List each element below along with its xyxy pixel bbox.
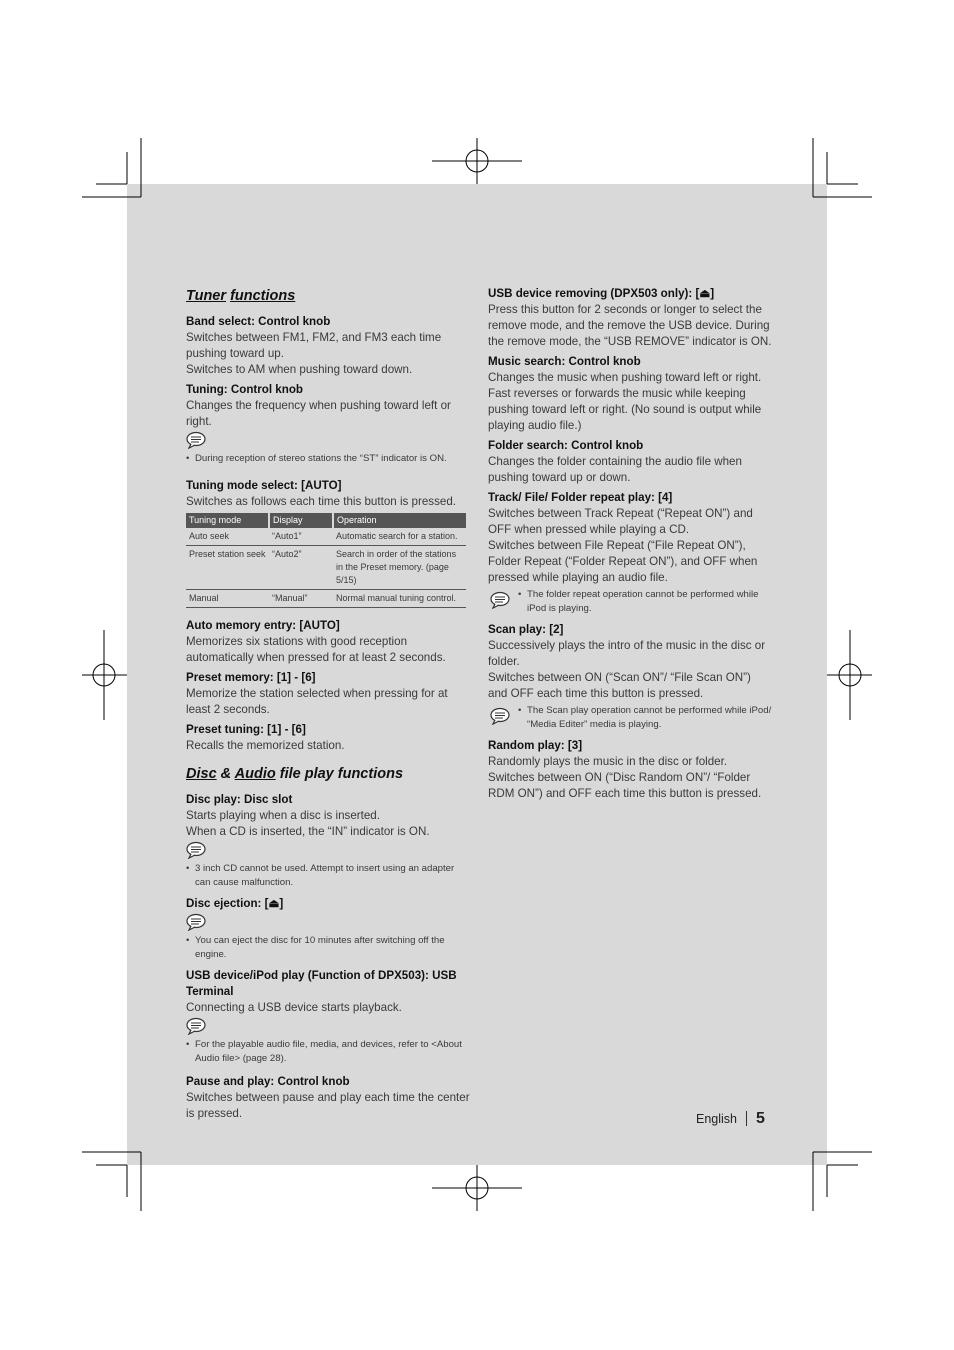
- music-search-text: Changes the music when pushing toward left or right. Fast reverses or forwards the music while keeping pushing toward left or right. (No sound is output while playing audio file.): [488, 371, 762, 432]
- folder-search-heading: Folder search: Control knob: [488, 439, 644, 452]
- left-column: [186, 286, 471, 1126]
- usb-play-note: • For the playable audio file, media, and devices, refer to <About Audio file> (page 28).: [186, 1038, 471, 1066]
- tuning-mode-block: [186, 478, 471, 608]
- pause-play-heading: Pause and play: Control knob: [186, 1075, 350, 1088]
- music-search-block: [488, 354, 773, 434]
- random-play-text: Randomly plays the music in the disc or folder.: [488, 755, 728, 768]
- page-footer: [696, 1110, 765, 1128]
- scan-play-heading: Scan play: [2]: [488, 623, 564, 636]
- scan-play-note-row: [488, 704, 773, 732]
- section-title-tuner: Tuner functions: [186, 288, 296, 304]
- scan-play-text: Successively plays the intro of the music in the disc or folder.: [488, 639, 766, 668]
- pause-play-text: Switches between pause and play each time the center is pressed.: [186, 1091, 470, 1120]
- preset-tuning-heading: Preset tuning: [1] - [6]: [186, 723, 306, 736]
- disc-play-text: When a CD is inserted, the “IN” indicator is ON.: [186, 825, 430, 838]
- note-icon: [186, 841, 208, 859]
- band-select-text: Switches to AM when pushing toward down.: [186, 363, 413, 376]
- tuning-mode-table: [186, 513, 466, 608]
- scan-play-note: • The Scan play operation cannot be performed while iPod/ “Media Editer” media is playing.: [518, 704, 773, 732]
- note-icon: [490, 707, 512, 725]
- auto-memory-text: Memorizes six stations with good reception automatically when pressed for at least 2 seconds.: [186, 635, 446, 664]
- note-icon: [186, 431, 208, 449]
- scan-play-text: Switches between ON (“Scan ON”/ “File Scan ON”) and OFF each time this button is pressed.: [488, 671, 751, 700]
- table-row: Manual “Manual” Normal manual tuning control.: [186, 590, 466, 608]
- tuning-text: Changes the frequency when pushing toward left or right.: [186, 399, 451, 428]
- disc-eject-heading: Disc ejection: [⏏]: [186, 897, 284, 910]
- usb-play-block: [186, 968, 471, 1066]
- random-play-heading: Random play: [3]: [488, 739, 583, 752]
- tuning-mode-text: Switches as follows each time this button is pressed.: [186, 495, 457, 508]
- repeat-play-note: • The folder repeat operation cannot be performed while iPod is playing.: [518, 588, 773, 616]
- table-header: Display: [269, 513, 333, 528]
- tuning-mode-heading: Tuning mode select: [AUTO]: [186, 479, 342, 492]
- repeat-play-text: Switches between Track Repeat (“Repeat ON”) and OFF when pressed while playing a CD.: [488, 507, 753, 536]
- table-row: Auto seek “Auto1” Automatic search for a station.: [186, 528, 466, 546]
- band-select-heading: Band select: Control knob: [186, 315, 331, 328]
- tuning-heading: Tuning: Control knob: [186, 383, 303, 396]
- preset-memory-heading: Preset memory: [1] - [6]: [186, 671, 316, 684]
- table-row: Preset station seek “Auto2” Search in order of the stations in the Preset memory. (page 5/15): [186, 546, 466, 590]
- usb-remove-text: Press this button for 2 seconds or longer to select the remove mode, and the remove the USB device. During the remove mode, the “USB REMOVE” indicator is ON.: [488, 303, 772, 348]
- music-search-heading: Music search: Control knob: [488, 355, 641, 368]
- disc-eject-block: [186, 896, 471, 962]
- note-icon: [186, 1017, 208, 1035]
- table-header: Operation: [333, 513, 466, 528]
- tuning-block: [186, 382, 471, 466]
- disc-eject-note: • You can eject the disc for 10 minutes after switching off the engine.: [186, 934, 471, 962]
- disc-play-note: • 3 inch CD cannot be used. Attempt to insert using an adapter can cause malfunction.: [186, 862, 471, 890]
- tuning-note: • During reception of stereo stations the “ST” indicator is ON.: [186, 452, 471, 466]
- band-select-block: [186, 314, 471, 378]
- usb-remove-heading: USB device removing (DPX503 only): [⏏]: [488, 287, 715, 300]
- random-play-text: Switches between ON (“Disc Random ON”/ “Folder RDM ON”) and OFF each time this button is pressed.: [488, 771, 762, 800]
- band-select-text: Switches between FM1, FM2, and FM3 each time pushing toward up.: [186, 331, 442, 360]
- folder-search-text: Changes the folder containing the audio file when pushing toward up or down.: [488, 455, 742, 484]
- table-header: Tuning mode: [186, 513, 269, 528]
- disc-play-heading: Disc play: Disc slot: [186, 793, 293, 806]
- usb-play-text: Connecting a USB device starts playback.: [186, 1001, 402, 1014]
- repeat-play-text: Switches between File Repeat (“File Repeat ON”), Folder Repeat (“Folder Repeat ON”), and OFF when pressed while playing an audio file.: [488, 539, 758, 584]
- auto-memory-heading: Auto memory entry: [AUTO]: [186, 619, 340, 632]
- note-icon: [490, 591, 512, 609]
- section-title-disc-audio: Disc & Audio file play functions: [186, 766, 404, 782]
- preset-tuning-block: [186, 722, 471, 754]
- repeat-play-note-row: [488, 588, 773, 616]
- footer-language: English: [696, 1112, 737, 1126]
- repeat-play-heading: Track/ File/ Folder repeat play: [4]: [488, 491, 673, 504]
- disc-play-block: [186, 792, 471, 890]
- scan-play-block: [488, 622, 773, 732]
- preset-tuning-text: Recalls the memorized station.: [186, 739, 345, 752]
- page-number: 5: [756, 1110, 765, 1127]
- disc-play-text: Starts playing when a disc is inserted.: [186, 809, 380, 822]
- note-icon: [186, 913, 208, 931]
- right-column: [488, 286, 773, 806]
- usb-remove-block: [488, 286, 773, 350]
- folder-search-block: [488, 438, 773, 486]
- repeat-play-block: [488, 490, 773, 616]
- footer-divider: [746, 1111, 747, 1126]
- usb-play-heading: USB device/iPod play (Function of DPX503): USB Terminal: [186, 969, 457, 998]
- pause-play-block: [186, 1074, 471, 1122]
- preset-memory-text: Memorize the station selected when pressing for at least 2 seconds.: [186, 687, 448, 716]
- auto-memory-block: [186, 618, 471, 666]
- preset-memory-block: [186, 670, 471, 718]
- random-play-block: [488, 738, 773, 802]
